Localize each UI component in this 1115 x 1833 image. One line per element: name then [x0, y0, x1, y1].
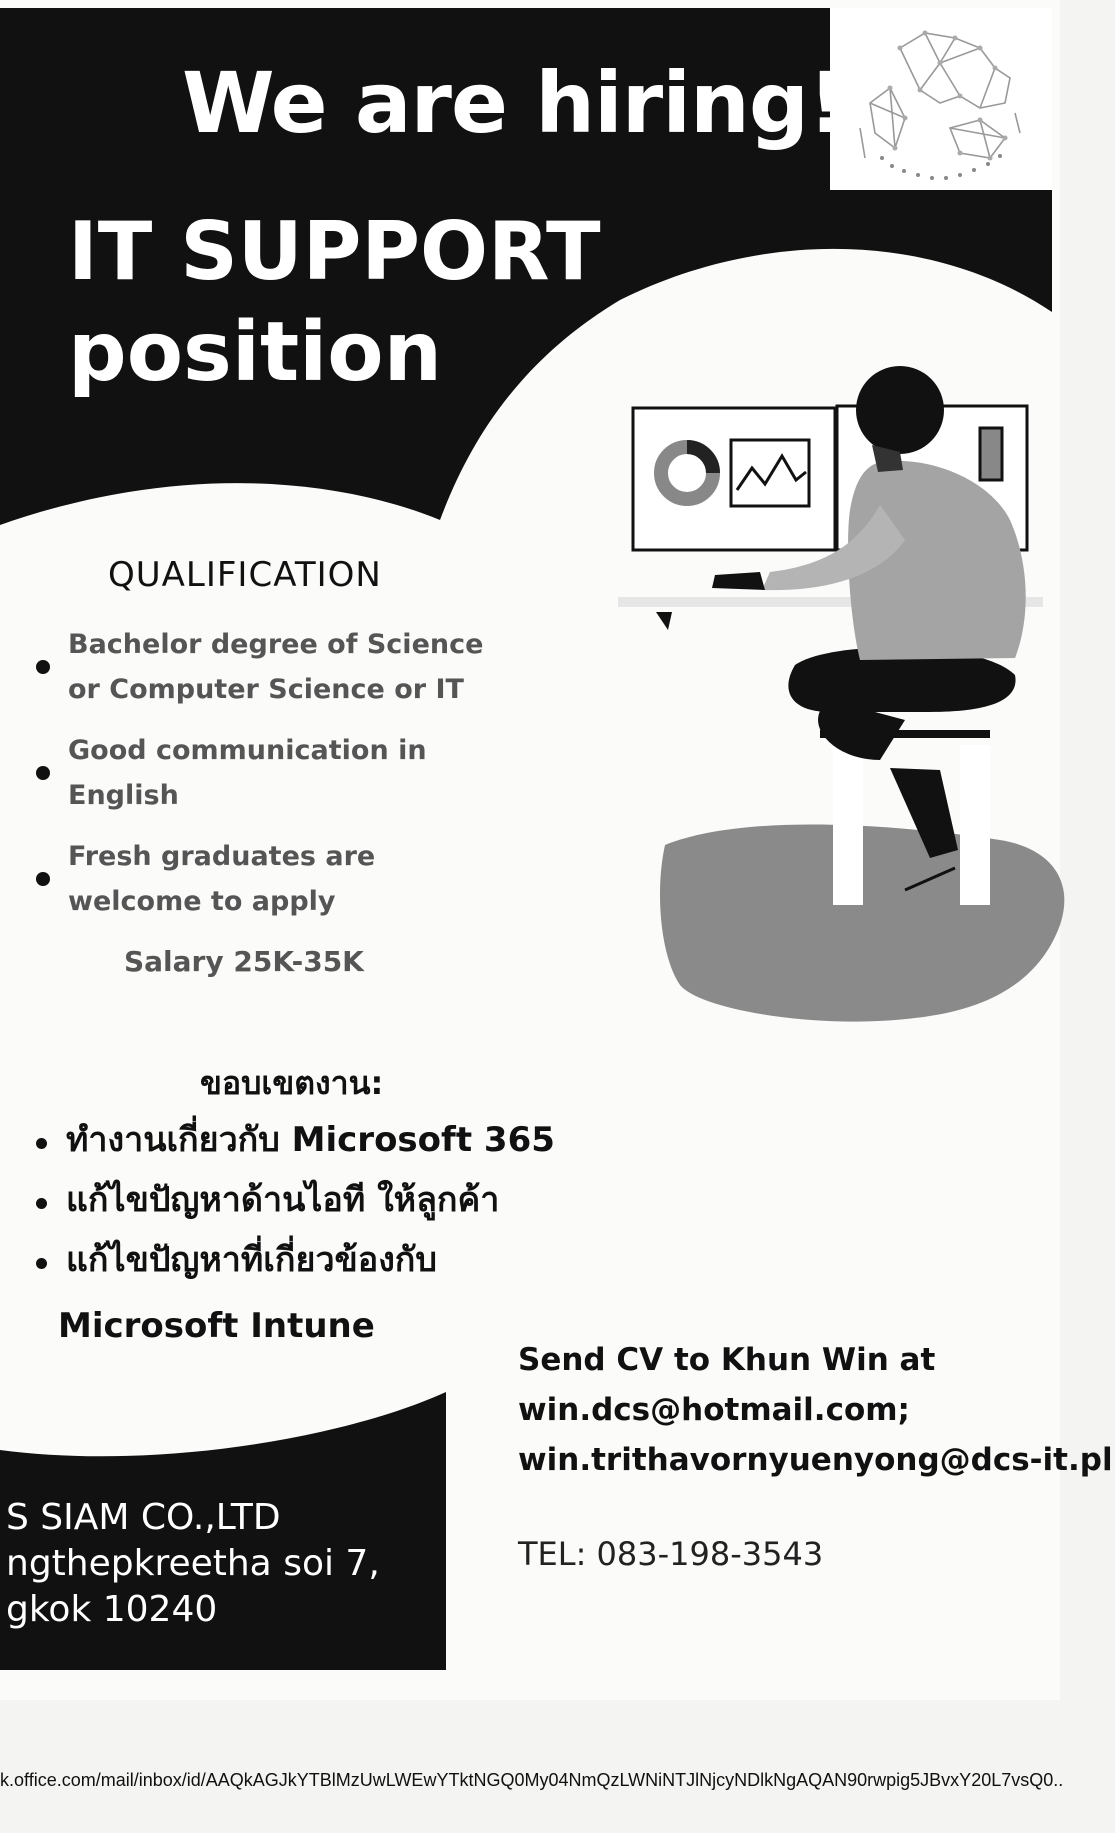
qualification-item-line1: Good communication in	[68, 735, 427, 766]
browser-url-footer: k.office.com/mail/inbox/id/AAQkAGJkYTBlMzUwLWEwYTktNGQ0My04NmQzLWNiNTJlNjcyNDlkNgAQAN90rwpig5JBvxY20L7vsQ0..	[0, 1770, 1064, 1790]
company-city: gkok 10240	[6, 1589, 218, 1630]
hiring-headline: We are hiring!	[182, 54, 846, 152]
qualification-item	[28, 622, 548, 712]
salary-range: Salary 25K-35K	[124, 945, 364, 978]
scope-item	[30, 1170, 590, 1230]
contact-email-primary[interactable]: win.dcs@hotmail.com;	[518, 1392, 910, 1428]
company-name: S SIAM CO.,LTD	[6, 1497, 281, 1538]
bullet-icon	[36, 660, 50, 674]
bullet-icon	[36, 1138, 47, 1149]
scope-item-text: แก้ไขปัญหาด้านไอที ให้ลูกค้า	[66, 1180, 500, 1220]
qualification-list	[28, 622, 548, 940]
qualification-item-line2: English	[68, 780, 179, 811]
company-logo	[830, 8, 1052, 190]
bullet-icon	[36, 766, 50, 780]
scope-item	[30, 1110, 590, 1170]
contact-instruction: Send CV to Khun Win at	[518, 1342, 936, 1378]
contact-email-secondary[interactable]: win.trithavornyuenyong@dcs-it.pl	[518, 1442, 1113, 1478]
bullet-icon	[36, 872, 50, 886]
company-address	[6, 1495, 380, 1633]
qualification-item-line1: Bachelor degree of Science	[68, 629, 484, 660]
position-title-line2: position	[68, 305, 442, 400]
company-street: ngthepkreetha soi 7,	[6, 1543, 380, 1584]
qualification-item	[28, 728, 548, 818]
scope-item-text: ทำงานเกี่ยวกับ Microsoft 365	[66, 1120, 555, 1160]
qualification-item-line1: Fresh graduates are	[68, 841, 376, 872]
position-title-line1: IT SUPPORT	[68, 205, 601, 298]
scope-item-continuation: Microsoft Intune	[58, 1306, 375, 1346]
qualification-heading: QUALIFICATION	[108, 555, 382, 595]
scope-item-text: แก้ไขปัญหาที่เกี่ยวข้องกับ	[66, 1240, 437, 1280]
bullet-icon	[36, 1258, 47, 1269]
scope-list	[30, 1110, 590, 1356]
contact-block	[518, 1335, 1113, 1485]
scope-heading: ขอบเขตงาน:	[200, 1064, 384, 1102]
scope-item	[30, 1230, 590, 1290]
qualification-item-line2: welcome to apply	[68, 886, 336, 917]
world-map-globe-icon	[830, 8, 1052, 190]
qualification-item	[28, 834, 548, 924]
bullet-icon	[36, 1198, 47, 1209]
contact-phone: TEL: 083-198-3543	[518, 1535, 824, 1573]
qualification-item-line2: or Computer Science or IT	[68, 674, 464, 705]
person-at-computer-illustration	[618, 366, 1064, 1022]
